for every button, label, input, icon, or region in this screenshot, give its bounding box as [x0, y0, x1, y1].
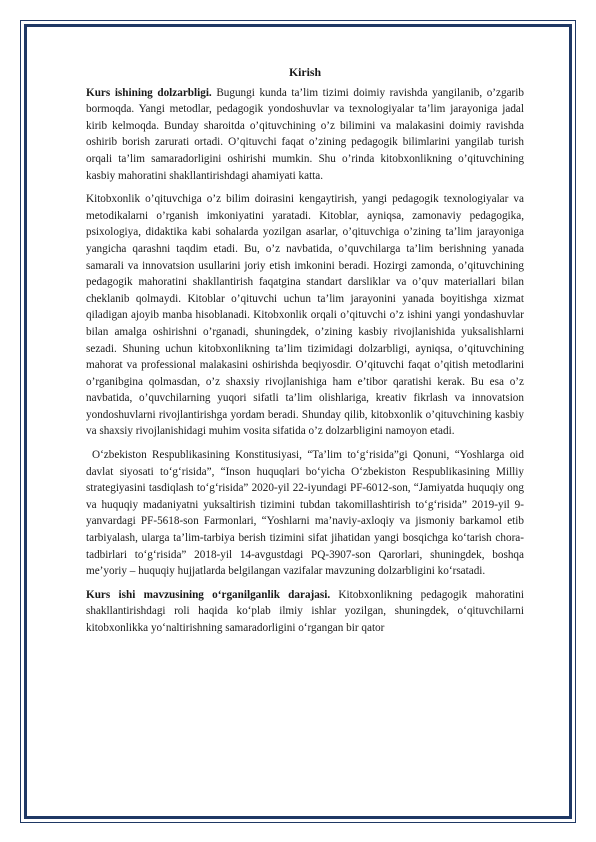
paragraph-lead: Kurs ishi mavzusining o‘rganilganlik darajasi.	[86, 588, 331, 601]
paragraph-study-level	[86, 587, 524, 637]
document-body	[86, 64, 524, 644]
paragraph-legal-basis	[86, 447, 524, 580]
paragraph-lead: Kurs ishining dolzarbligi.	[86, 86, 212, 99]
paragraph-text: O‘zbekiston Respublikasining Konstitusiyasi, “Ta’lim to‘g‘risida”gi Qonuni, “Yoshlarga oid davlat siyosati to‘g‘risida”, “Inson huquqlari bo‘yicha O‘zbekiston Respublikasining Milliy strategiyasini tasdiqlash to‘g‘risida” 2020-yil 22-iyundagi PF-6012-son, “Jamiyatda huquqiy ong va huquqiy madaniyatni yuksaltirish tizimini tubdan takomillashtirish to‘g‘risida” 2019-yil 9-yanvardagi PF-5618-son Farmonlari, “Yoshlarni ma’naviy-axloqiy va jismoniy barkamol etib tarbiyalash, ularga ta’lim-tarbiya berish tizimini sifat jihatidan yangi bosqichga ko‘tarish chora-tadbirlari to‘g‘risida” 2018-yil 14-avgustdagi PQ-3907-son Qarorlari, shuningdek, boshqa me’yoriy – huquqiy hujjatlarda belgilangan vazifalar mavzuning dolzarbligini ko‘rsatadi.	[86, 449, 524, 578]
paragraph-text: Kitobxonlik o’qituvchiga o’z bilim doirasini kengaytirish, yangi pedagogik texnologiyalar va metodikalarni o’rganish imkoniyatini yaratadi. Kitoblar, ayniqsa, zamonaviy pedagogika, psixologiya, didaktika kabi sohalarda yozilgan asarlar, o’qituvchiga o’zining ta’lim jarayoniga yangicha qarashni taqdim etadi. Bu, o’z navbatida, o’quvchilarga ta’lim berishning yanada samarali va innovatsion usullarini joriy etish imkonini beradi. Hozirgi zamonda, o’qituvchining pedagogik mahoratini shakllantirish faqatgina standart darsliklar va o’quv materiallari bilan cheklanib qolmaydi. Kitoblar o’qituvchi uchun ta’lim jarayonini yanada boyitishga xizmat qiladigan ajoyib manba hisoblanadi. Kitobxonlik orqali o’qituvchi o’z ishini yangi yondashuvlar bilan amalga oshirishni o’rganadi, shuningdek, o’zining kasbiy rivojlanishida yuksalishlarni sezadi. Shuning uchun kitobxonlikning ta’lim tizimidagi dolzarbligi, ayniqsa, o’qituvchining mahorat va professional malakasini oshirishda beqiyosdir. O’qituvchi faqat o’qitish metodlarini o’rganibgina qolmasdan, o’z shaxsiy rivojlanishiga ham e’tibor qaratishi kerak. Bu esa o’z navbatida, o’quvchilarning yuqori sifatli ta’lim olishlariga, kreativ fikrlash va innovatsion yondoshuvlarni rivojlantirishga yordam beradi. Shunday qilib, kitobxonlik o’qituvchining kasbiy va shaxsiy rivojlanishidagi muhim vosita sifatida o’z dolzarbligini namoyon etadi.	[86, 193, 524, 438]
paragraph-relevance	[86, 85, 524, 185]
page-title: Kirish	[288, 65, 322, 79]
paragraph-text: Kitobxonlikning pedagogik mahoratini shakllantirishdagi roli haqida ko‘plab ilmiy ishlar yozilgan, shuningdek, o‘qituvchilarni kitobxonlikka yo‘naltirishning samaradorligini o‘rgangan bir qator	[86, 588, 524, 634]
paragraph-text: Bugungi kunda ta’lim tizimi doimiy ravishda yangilanib, o’zgarib bormoqda. Yangi metodlar, pedagogik yondoshuvlar va texnologiyalar ta’lim jarayoniga jadal kirib kelmoqda. Bunday sharoitda o’qituvchining o’z bilimini va malakasini doimiy ravishda oshirib borish zarurati ortadi. O’qituvchi faqat o’zining pedagogik bilimlarini yangilab turish orqali ta’lim samaradorligini oshirishi mumkin. Shu o’rinda kitobxonlikning o’qituvchining kasbiy mahoratini shakllantirishdagi ahamiyati katta.	[86, 86, 524, 182]
paragraph-reading	[86, 191, 524, 440]
